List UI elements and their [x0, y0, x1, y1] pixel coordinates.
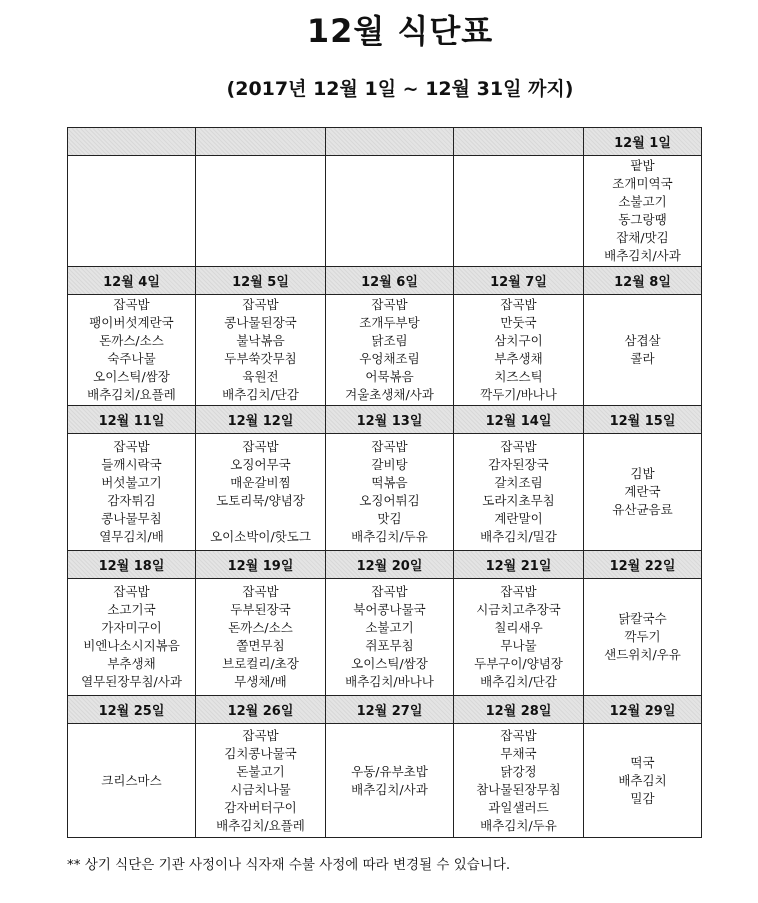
date-cell: 12월 29일: [584, 696, 702, 724]
menu-item: 닭강정: [500, 763, 537, 779]
menu-cell: [196, 434, 326, 551]
menu-cell: [584, 156, 702, 267]
menu-item: 계란국: [624, 484, 661, 499]
menu-item: 가자미구이: [101, 620, 162, 635]
menu-item: 열무된장무침/사과: [81, 674, 182, 689]
date-cell: 12월 25일: [68, 696, 196, 724]
menu-item: 배추김치/요플레: [87, 387, 176, 402]
date-cell: 12월 1일: [584, 128, 702, 156]
date-cell: 12월 8일: [584, 267, 702, 295]
menu-cell: [584, 724, 702, 838]
menu-item: 잡곡밥: [242, 727, 279, 743]
menu-item: 조개두부탕: [359, 315, 420, 330]
menu-cell: [196, 156, 326, 267]
menu-item: 배추김치/바나나: [345, 674, 434, 689]
menu-item: 팽이버섯계란국: [89, 315, 174, 330]
menu-item: 배추김치/두유: [351, 529, 428, 544]
menu-cell: [454, 579, 584, 696]
menu-table: [67, 127, 702, 838]
menu-item: 콜라: [630, 351, 655, 366]
menu-cell: [326, 579, 454, 696]
menu-item: 무나물: [500, 638, 537, 653]
menu-item: 유산균음료: [612, 502, 673, 517]
menu-item: 우엉채조림: [359, 351, 420, 366]
date-cell: 12월 18일: [68, 551, 196, 579]
menu-item: 돈까스/소스: [228, 620, 293, 635]
menu-item: 김치콩나물국: [224, 745, 297, 761]
menu-item: 깍두기/바나나: [480, 387, 557, 402]
menu-item: 잡곡밥: [113, 439, 150, 454]
menu-item: 시금치고추장국: [476, 602, 561, 617]
menu-item: 배추김치/단감: [480, 674, 557, 689]
menu-item: 잡곡밥: [242, 439, 279, 454]
date-cell: 12월 15일: [584, 406, 702, 434]
menu-item: 잡채/맛김: [616, 230, 669, 245]
menu-item: 칠리새우: [494, 620, 543, 635]
menu-item: 쥐포무침: [365, 638, 414, 653]
menu-item: 크리스마스: [101, 772, 162, 788]
menu-item: 잡곡밥: [113, 584, 150, 599]
date-row: [68, 267, 702, 295]
menu-cell: [68, 434, 196, 551]
menu-row: [68, 579, 702, 696]
date-cell: 12월 19일: [196, 551, 326, 579]
menu-item: 참나물된장무침: [476, 781, 561, 797]
menu-item: 과일샐러드: [488, 799, 549, 815]
menu-item: 버섯불고기: [101, 475, 162, 490]
menu-item: 부추생채: [107, 656, 156, 671]
menu-item: 두부구이/양념장: [474, 656, 563, 671]
date-cell: [68, 128, 196, 156]
menu-cell: [584, 579, 702, 696]
menu-row: [68, 295, 702, 406]
date-row: [68, 551, 702, 579]
date-row: [68, 128, 702, 156]
menu-item: 배추김치/단감: [222, 387, 299, 402]
date-range: (2017년 12월 1일 ~ 12월 31일 까지): [226, 78, 574, 100]
menu-item: 도토리묵/양념장: [216, 493, 305, 508]
menu-item: 어묵볶음: [365, 369, 414, 384]
menu-item: 치즈스틱: [494, 369, 543, 384]
menu-item: 비엔나소시지볶음: [83, 638, 180, 653]
menu-item: 김밥: [630, 466, 655, 481]
menu-item: 우동/유부초밥: [351, 763, 428, 779]
menu-item: 잡곡밥: [371, 439, 408, 454]
page-title: 12월 식단표: [306, 12, 494, 50]
menu-item: 부추생채: [494, 351, 543, 366]
date-row: [68, 406, 702, 434]
menu-item: 닭칼국수: [618, 611, 667, 626]
menu-cell: [68, 156, 196, 267]
menu-item: 배추김치/사과: [351, 781, 428, 797]
menu-item: 육원전: [242, 369, 279, 384]
menu-item: 배추김치/두유: [480, 817, 557, 833]
menu-item: 갈치조림: [494, 475, 543, 490]
menu-item: 닭조림: [371, 333, 408, 348]
menu-item: 감자된장국: [488, 457, 549, 472]
menu-item: 잡곡밥: [113, 297, 150, 312]
menu-item: 배추김치/사과: [604, 248, 681, 263]
menu-item: 잡곡밥: [242, 584, 279, 599]
menu-item: 불낙볶음: [236, 333, 285, 348]
menu-cell: [454, 156, 584, 267]
menu-item: 만둣국: [500, 315, 537, 330]
menu-item: 배추김치/요플레: [216, 817, 305, 833]
menu-item: 소고기국: [107, 602, 156, 617]
menu-item: 밀감: [630, 790, 655, 806]
date-cell: 12월 11일: [68, 406, 196, 434]
menu-item: 시금치나물: [230, 781, 291, 797]
menu-item: 삼겹살: [624, 333, 661, 348]
date-row: [68, 696, 702, 724]
date-cell: 12월 26일: [196, 696, 326, 724]
date-cell: [326, 128, 454, 156]
menu-cell: [454, 724, 584, 838]
date-cell: 12월 14일: [454, 406, 584, 434]
date-cell: 12월 7일: [454, 267, 584, 295]
menu-item: 북어콩나물국: [353, 602, 426, 617]
menu-row: [68, 156, 702, 267]
menu-item: 떡볶음: [371, 475, 408, 490]
menu-item: 콩나물무침: [101, 511, 162, 526]
menu-item: 계란말이: [494, 511, 543, 526]
menu-cell: [454, 295, 584, 406]
menu-item: 오징어튀김: [359, 493, 420, 508]
date-cell: 12월 6일: [326, 267, 454, 295]
menu-item: 오이스틱/쌈장: [351, 656, 428, 671]
date-cell: 12월 4일: [68, 267, 196, 295]
menu-item: 갈비탕: [371, 457, 408, 472]
menu-cell: [326, 156, 454, 267]
menu-item: 오이소박이/핫도그: [210, 529, 311, 544]
menu-item: 잡곡밥: [371, 584, 408, 599]
menu-cell: [326, 434, 454, 551]
menu-item: 잡곡밥: [500, 297, 537, 312]
menu-cell: [584, 434, 702, 551]
menu-item: 배추김치/밀감: [480, 529, 557, 544]
date-cell: 12월 27일: [326, 696, 454, 724]
menu-item: 돈불고기: [236, 763, 285, 779]
menu-item: 잡곡밥: [242, 297, 279, 312]
date-cell: 12월 20일: [326, 551, 454, 579]
menu-item: 떡국: [630, 754, 655, 770]
menu-item: 매운갈비찜: [230, 475, 291, 490]
date-cell: 12월 28일: [454, 696, 584, 724]
menu-item: 쫄면무침: [236, 638, 285, 653]
menu-cell: [326, 295, 454, 406]
menu-cell: [584, 295, 702, 406]
menu-cell: [196, 295, 326, 406]
menu-cell: [196, 724, 326, 838]
menu-item: [259, 510, 263, 528]
date-cell: 12월 12일: [196, 406, 326, 434]
menu-row: [68, 724, 702, 838]
menu-item: 두부된장국: [230, 602, 291, 617]
menu-item: 무생채/배: [234, 674, 287, 689]
date-cell: 12월 21일: [454, 551, 584, 579]
menu-item: 동그랑땡: [618, 212, 667, 227]
menu-item: 소불고기: [618, 194, 667, 209]
date-cell: 12월 13일: [326, 406, 454, 434]
footnote: ** 상기 식단은 기관 사정이나 식자재 수불 사정에 따라 변경될 수 있습니다.: [67, 857, 511, 873]
menu-item: 잡곡밥: [500, 727, 537, 743]
menu-item: 두부쑥갓무침: [224, 351, 297, 366]
menu-item: 오이스틱/쌈장: [93, 369, 170, 384]
menu-item: 소불고기: [365, 620, 414, 635]
menu-cell: [326, 724, 454, 838]
date-cell: 12월 22일: [584, 551, 702, 579]
menu-item: 잡곡밥: [500, 584, 537, 599]
menu-item: 돈까스/소스: [99, 333, 164, 348]
menu-cell: [454, 434, 584, 551]
menu-item: 팥밥: [630, 158, 655, 173]
menu-cell: [68, 295, 196, 406]
menu-item: 삼치구이: [494, 333, 543, 348]
menu-item: 무채국: [500, 745, 537, 761]
menu-cell: [68, 724, 196, 838]
menu-item: 들깨시락국: [101, 457, 162, 472]
menu-item: 배추김치: [618, 772, 667, 788]
menu-item: 콩나물된장국: [224, 315, 297, 330]
date-cell: [196, 128, 326, 156]
menu-item: 브로컬리/초장: [222, 656, 299, 671]
menu-item: 잡곡밥: [500, 439, 537, 454]
menu-item: 맛김: [377, 511, 402, 526]
menu-item: 감자튀김: [107, 493, 156, 508]
menu-row: [68, 434, 702, 551]
menu-item: 잡곡밥: [371, 297, 408, 312]
menu-cell: [196, 579, 326, 696]
menu-item: 열무김치/배: [99, 529, 164, 544]
menu-item: 조개미역국: [612, 176, 673, 191]
menu-item: 겨울초생채/사과: [345, 387, 434, 402]
menu-item: 숙주나물: [107, 351, 156, 366]
menu-item: 샌드위치/우유: [604, 647, 681, 662]
menu-cell: [68, 579, 196, 696]
menu-item: 오징어무국: [230, 457, 291, 472]
menu-item: 도라지초무침: [482, 493, 555, 508]
date-cell: [454, 128, 584, 156]
menu-item: 깍두기: [624, 629, 661, 644]
date-cell: 12월 5일: [196, 267, 326, 295]
menu-item: 감자버터구이: [224, 799, 297, 815]
